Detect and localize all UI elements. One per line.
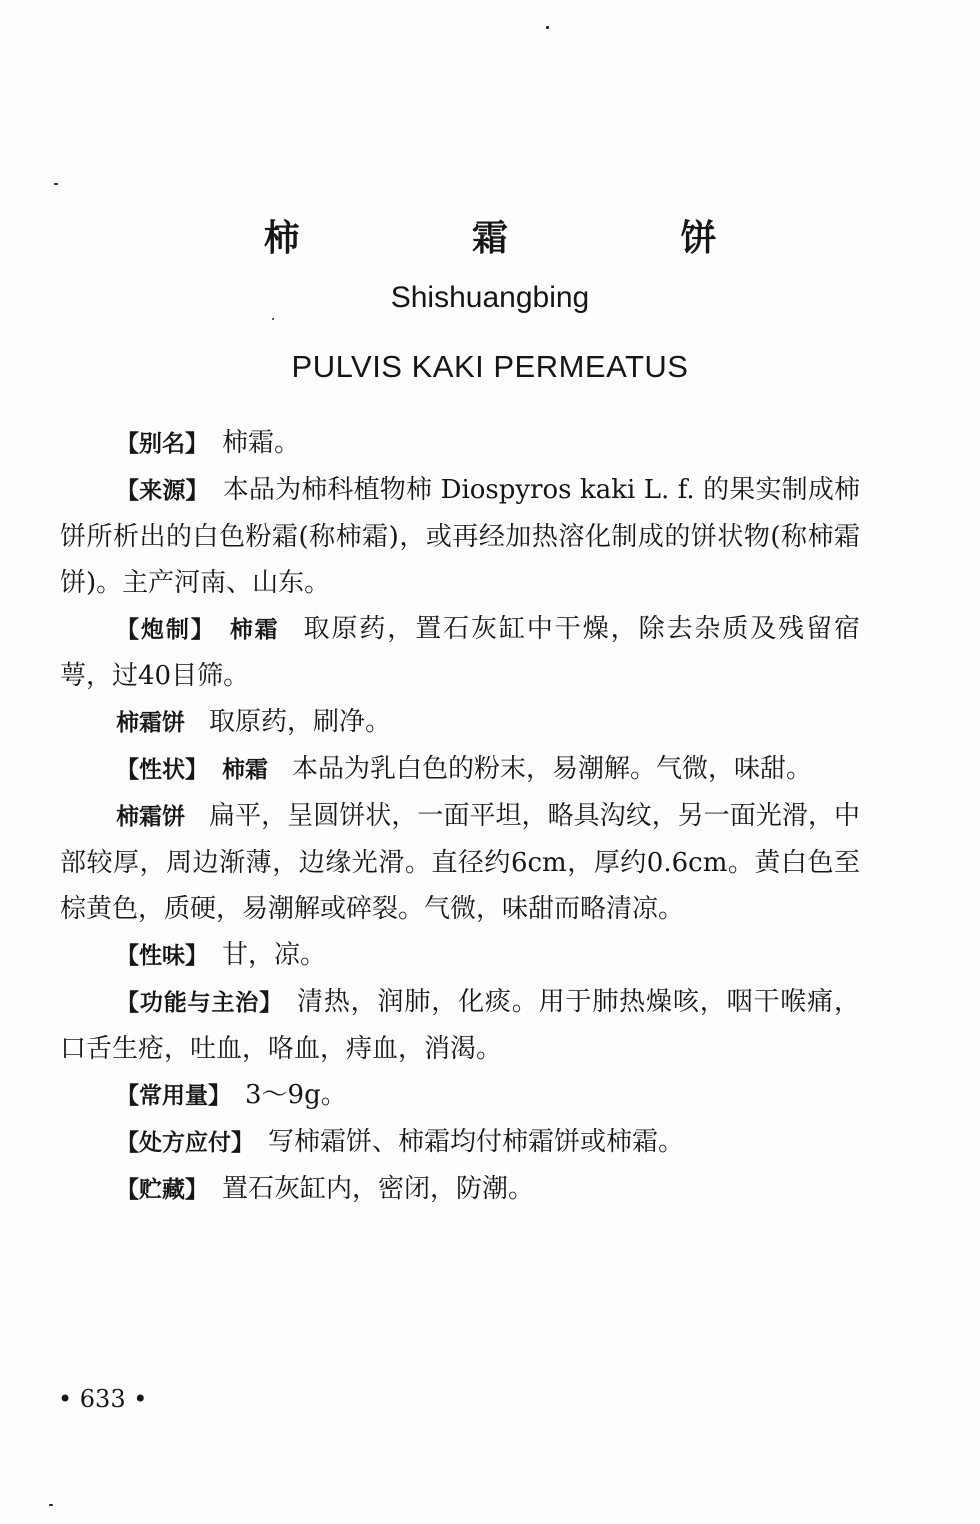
section-label: 【贮藏】 bbox=[116, 1177, 208, 1203]
section-property bbox=[60, 932, 860, 979]
section-label: 【性味】 bbox=[116, 943, 208, 969]
section-source bbox=[60, 467, 860, 606]
section-text: 本品为柿科植物柿 Diospyros kaki L. f. 的果实制成柿饼所析出的白色粉霜(称柿霜)，或再经加热溶化制成的饼状物(称柿霜饼)。主产河南、山东。 bbox=[60, 475, 860, 598]
monograph-body bbox=[60, 420, 860, 1213]
section-label: 【炮制】 bbox=[116, 617, 216, 643]
section-text: 写柿霜饼、柿霜均付柿霜饼或柿霜。 bbox=[268, 1127, 685, 1157]
section-text: 本品为乳白色的粉末，易潮解。气微，味甜。 bbox=[292, 754, 813, 784]
section-text: 取原药，刷净。 bbox=[209, 707, 392, 737]
section-prescription bbox=[60, 1119, 860, 1166]
section-text: 3～9g。 bbox=[245, 1080, 347, 1110]
section-description bbox=[60, 746, 860, 793]
subitem-label: 柿霜饼 bbox=[116, 804, 186, 830]
section-label: 【性状】 bbox=[116, 757, 208, 783]
section-text: 柿霜。 bbox=[222, 428, 301, 458]
subitem-label: 柿霜 bbox=[222, 757, 268, 783]
section-function bbox=[60, 979, 860, 1072]
section-label: 【常用量】 bbox=[116, 1083, 231, 1109]
section-label: 【功能与主治】 bbox=[116, 990, 283, 1016]
section-dosage bbox=[60, 1072, 860, 1119]
section-text: 置石灰缸内，密闭，防潮。 bbox=[222, 1174, 535, 1204]
pinyin-name: Shishuangbing bbox=[390, 281, 590, 314]
scan-speck bbox=[272, 318, 274, 320]
scan-speck bbox=[546, 26, 549, 29]
section-label: 【别名】 bbox=[116, 431, 208, 457]
section-label: 【来源】 bbox=[116, 478, 209, 504]
section-label: 【处方应付】 bbox=[116, 1130, 254, 1156]
section-processing-item2 bbox=[60, 699, 860, 746]
section-storage bbox=[60, 1166, 860, 1213]
scan-speck bbox=[49, 1504, 53, 1506]
page-title: 柿 霜 饼 bbox=[263, 218, 797, 259]
section-description-item2 bbox=[60, 793, 860, 932]
section-text: 取原药，置石灰缸中干燥，除去杂质及残留宿萼，过40目筛。 bbox=[60, 614, 860, 691]
subitem-label: 柿霜 bbox=[229, 617, 280, 643]
subitem-label: 柿霜饼 bbox=[116, 710, 185, 736]
latin-name: PULVIS KAKI PERMEATUS bbox=[291, 349, 689, 384]
section-text: 清热，润肺，化痰。用于肺热燥咳，咽干喉痛，口舌生疮，吐血，咯血，痔血，消渴。 bbox=[60, 987, 860, 1064]
section-text: 扁平，呈圆饼状，一面平坦，略具沟纹，另一面光滑，中部较厚，周边渐薄，边缘光滑。直径约6cm，厚约0.6cm。黄白色至棕黄色，质硬，易潮解或碎裂。气微，味甜而略清凉。 bbox=[60, 801, 860, 924]
scan-speck bbox=[54, 183, 58, 185]
section-text: 甘，凉。 bbox=[222, 940, 327, 970]
section-processing bbox=[60, 606, 860, 699]
section-alias bbox=[60, 420, 860, 467]
page-number: • 633 • bbox=[58, 1385, 148, 1413]
